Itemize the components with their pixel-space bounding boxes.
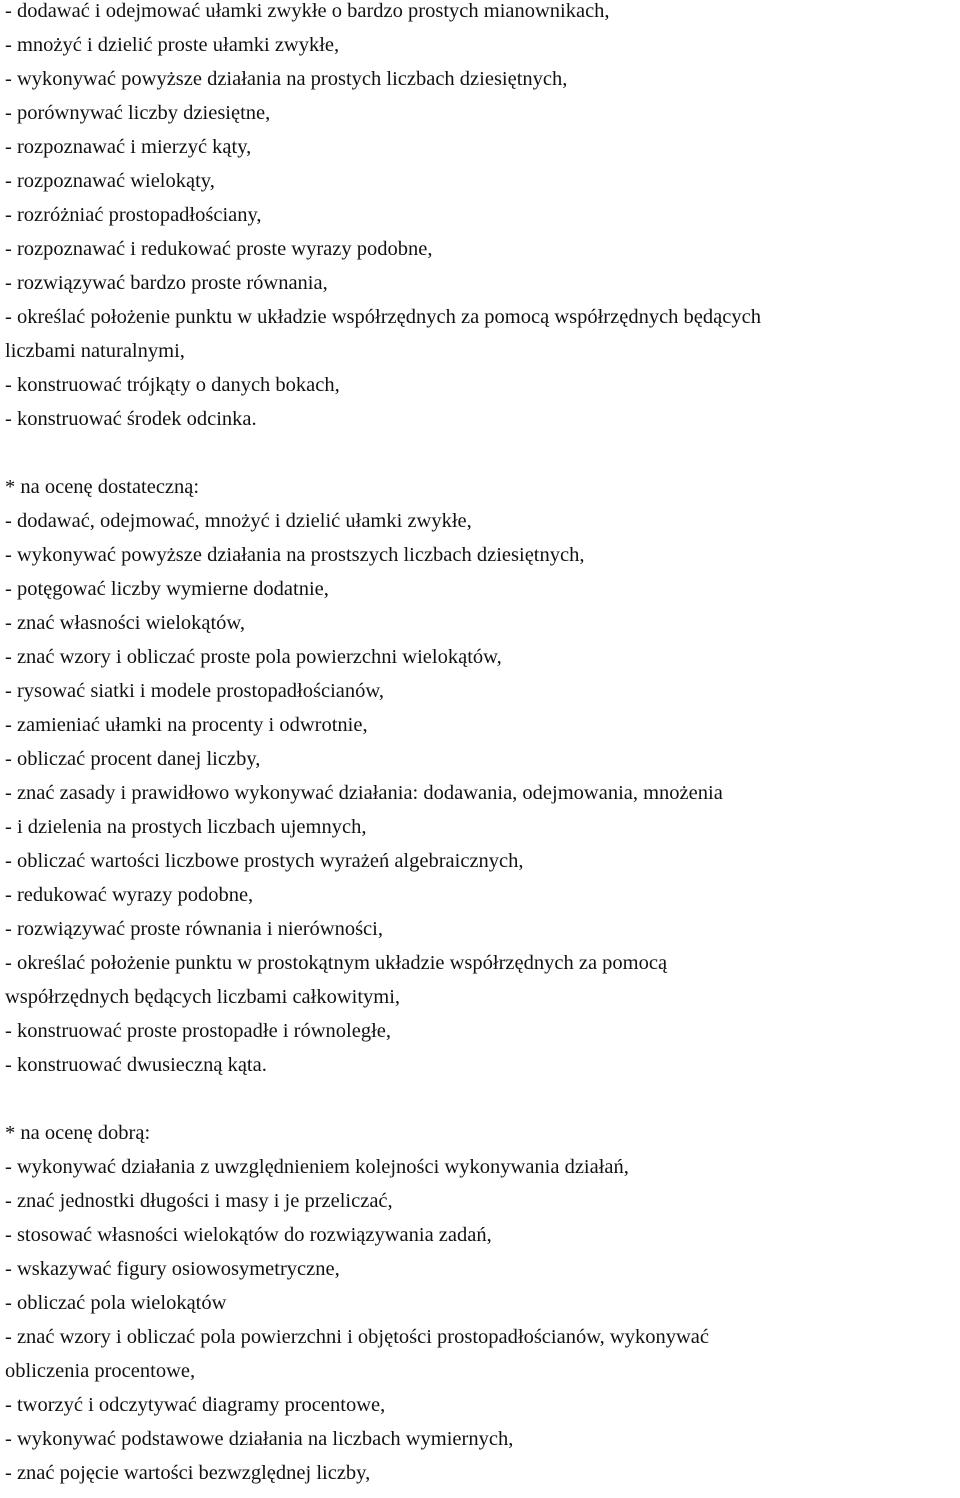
- list-item: - wykonywać powyższe działania na prostszych liczbach dziesiętnych,: [5, 544, 585, 566]
- dostateczna-section: [5, 470, 960, 1082]
- list-item: - konstruować środek odcinka.: [5, 408, 257, 430]
- list-item: - określać położenie punktu w układzie współrzędnych za pomocą współrzędnych będących: [5, 306, 761, 328]
- list-item: - wskazywać figury osiowosymetryczne,: [5, 1258, 340, 1280]
- list-item: - znać zasady i prawidłowo wykonywać działania: dodawania, odejmowania, mnożenia: [5, 782, 723, 804]
- list-item: - mnożyć i dzielić proste ułamki zwykłe,: [5, 34, 340, 56]
- list-item: - rozpoznawać i mierzyć kąty,: [5, 136, 252, 158]
- intro-requirements-list: [5, 0, 960, 436]
- list-item: - stosować własności wielokątów do rozwiązywania zadań,: [5, 1224, 492, 1246]
- list-item: - rozpoznawać wielokąty,: [5, 170, 215, 192]
- list-item: - rozwiązywać bardzo proste równania,: [5, 272, 328, 294]
- list-item: - znać jednostki długości i masy i je przeliczać,: [5, 1190, 393, 1212]
- list-item: - zamieniać ułamki na procenty i odwrotnie,: [5, 714, 368, 736]
- list-item: - znać wzory i obliczać pola powierzchni i objętości prostopadłościanów, wykonywać: [5, 1326, 709, 1348]
- list-item: - redukować wyrazy podobne,: [5, 884, 254, 906]
- paragraph-gap: [5, 1082, 960, 1116]
- list-item-continuation: obliczenia procentowe,: [5, 1360, 196, 1382]
- list-item: - potęgować liczby wymierne dodatnie,: [5, 578, 329, 600]
- list-item: - określać położenie punktu w prostokątnym układzie współrzędnych za pomocą: [5, 952, 668, 974]
- list-item: - rysować siatki i modele prostopadłościanów,: [5, 680, 384, 702]
- list-item: - rozróżniać prostopadłościany,: [5, 204, 262, 226]
- list-item: - znać pojęcie wartości bezwzględnej liczby,: [5, 1462, 371, 1484]
- list-item: - rozwiązywać proste równania i nierówności,: [5, 918, 383, 940]
- list-item: - tworzyć i odczytywać diagramy procentowe,: [5, 1394, 386, 1416]
- list-item: - i dzielenia na prostych liczbach ujemnych,: [5, 816, 367, 838]
- section-heading: * na ocenę dostateczną:: [5, 476, 200, 498]
- list-item: - obliczać pola wielokątów: [5, 1292, 227, 1314]
- list-item: - dodawać i odejmować ułamki zwykłe o bardzo prostych mianownikach,: [5, 0, 610, 22]
- document-body: [5, 0, 960, 1490]
- list-item-continuation: współrzędnych będących liczbami całkowitymi,: [5, 986, 401, 1008]
- list-item: - wykonywać działania z uwzględnieniem kolejności wykonywania działań,: [5, 1156, 629, 1178]
- list-item: - obliczać procent danej liczby,: [5, 748, 261, 770]
- list-item: - konstruować dwusieczną kąta.: [5, 1054, 267, 1076]
- list-item: - wykonywać podstawowe działania na liczbach wymiernych,: [5, 1428, 514, 1450]
- list-item: - znać wzory i obliczać proste pola powierzchni wielokątów,: [5, 646, 502, 668]
- section-heading: * na ocenę dobrą:: [5, 1122, 151, 1144]
- list-item: - rozpoznawać i redukować proste wyrazy podobne,: [5, 238, 433, 260]
- paragraph-gap: [5, 436, 960, 470]
- list-item: - wykonywać powyższe działania na prostych liczbach dziesiętnych,: [5, 68, 568, 90]
- dobra-section: [5, 1116, 960, 1490]
- list-item: - porównywać liczby dziesiętne,: [5, 102, 271, 124]
- list-item: - konstruować proste prostopadłe i równoległe,: [5, 1020, 391, 1042]
- list-item: - dodawać, odejmować, mnożyć i dzielić ułamki zwykłe,: [5, 510, 472, 532]
- list-item: - konstruować trójkąty o danych bokach,: [5, 374, 340, 396]
- list-item: - znać własności wielokątów,: [5, 612, 246, 634]
- list-item: - obliczać wartości liczbowe prostych wyrażeń algebraicznych,: [5, 850, 524, 872]
- list-item-continuation: liczbami naturalnymi,: [5, 340, 185, 362]
